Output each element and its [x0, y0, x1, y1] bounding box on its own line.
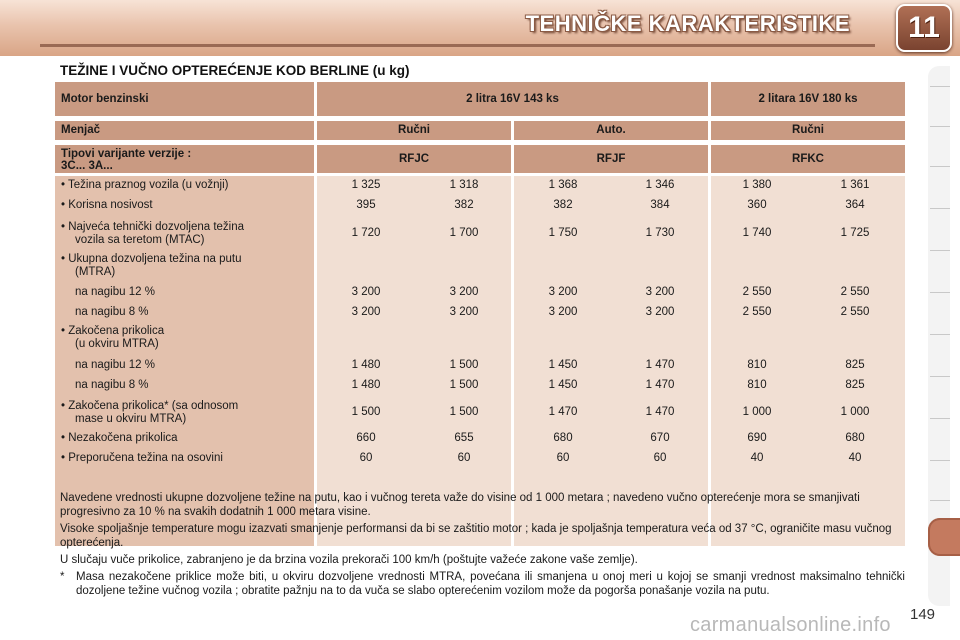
- row-label-line: vozila sa teretom (MTAC): [75, 234, 205, 246]
- footnote-mark: *: [60, 571, 65, 583]
- chapter-tab[interactable]: [930, 292, 950, 293]
- table-cell: 655: [454, 432, 474, 444]
- engine-header-cell: 2 litara 16V 180 ks: [711, 82, 905, 116]
- row-label-line: • Ukupna dozvoljena težina na putu: [61, 253, 242, 265]
- table-cell: 3 200: [351, 306, 381, 318]
- page-header: [0, 0, 960, 60]
- table-cell: 3 200: [548, 306, 578, 318]
- chapter-tab[interactable]: [930, 126, 950, 127]
- notes: [60, 491, 905, 598]
- chapter-tab[interactable]: [930, 376, 950, 377]
- table-cell: 1 470: [645, 406, 675, 418]
- row-label-line: • Najveća tehnički dozvoljena težina: [61, 221, 245, 233]
- table-cell: 680: [553, 432, 573, 444]
- row-label-line: • Zakočena prikolica* (sa odnosom: [61, 400, 239, 412]
- variant-label-line: Tipovi varijante verzije :: [61, 148, 192, 160]
- table-cell: 1 740: [742, 227, 772, 239]
- table-cell: 382: [454, 199, 474, 211]
- row-label-line: na nagibu 12 %: [75, 286, 155, 298]
- chapter-tab[interactable]: [930, 334, 950, 335]
- table-cell: 660: [356, 432, 376, 444]
- table-cell: 2 550: [742, 286, 772, 298]
- table-cell: 1 730: [645, 227, 675, 239]
- table-cell: 1 750: [548, 227, 578, 239]
- table-cell: 2 550: [742, 306, 772, 318]
- table-cell: 690: [747, 432, 767, 444]
- section-title: TEŽINE I VUČNO OPTEREĆENJE KOD BERLINE (u kg): [60, 63, 410, 78]
- chapter-tab[interactable]: [930, 500, 950, 501]
- engine-header-label: Motor benzinski: [55, 82, 314, 116]
- variant-header-cell: RFKC: [711, 145, 905, 173]
- table-cell: 825: [845, 359, 865, 371]
- row-label-line: (u okviru MTRA): [75, 338, 159, 350]
- variant-header-label: [55, 145, 314, 173]
- table-cell: 1 725: [840, 227, 870, 239]
- table-cell: 680: [845, 432, 865, 444]
- table-cell: 60: [653, 452, 667, 464]
- engine-header-cell: 2 litra 16V 143 ks: [317, 82, 708, 116]
- table-cell: 384: [650, 199, 670, 211]
- row-label-line: na nagibu 8 %: [75, 379, 149, 391]
- table-cell: 3 200: [548, 286, 578, 298]
- note-paragraph: U slučaju vuče prikolice, zabranjeno je da brzina vozila prekorači 100 km/h (poštujte važeće zakone vaše zemlje).: [60, 554, 638, 566]
- row-label: [61, 221, 244, 247]
- chapter-title: TEHNIČKE KARAKTERISTIKE: [525, 11, 850, 36]
- table-cell: 40: [750, 452, 764, 464]
- table-cell: 60: [556, 452, 570, 464]
- gearbox-header-cell: Ručni: [317, 121, 511, 140]
- chapter-tab[interactable]: [930, 250, 950, 251]
- table-cell: 1 000: [742, 406, 772, 418]
- table-cell: 1 700: [449, 227, 479, 239]
- footnote: [60, 570, 905, 598]
- table-cell: 1 470: [548, 406, 578, 418]
- table-cell: 1 346: [645, 179, 675, 191]
- table-cell: 395: [356, 199, 376, 211]
- chapter-tab[interactable]: [930, 460, 950, 461]
- table-cell: 1 500: [449, 379, 479, 391]
- table-cell: 1 500: [351, 406, 381, 418]
- table-cell: 3 200: [645, 306, 675, 318]
- chapter-tab[interactable]: [930, 208, 950, 209]
- note-paragraph: Navedene vrednosti ukupne dozvoljene težine na putu, kao i vučnog tereta važe do visine od 1 000 metara ; navedeno vučno opterećenje mora se smanjivati progresivno za 10 % na svakih dodatnih 1 000 metara visine.: [60, 492, 860, 518]
- variant-header-cell: RFJC: [317, 145, 511, 173]
- row-label-line: • Nezakočena prikolica: [61, 432, 178, 444]
- table-cell: 1 470: [645, 379, 675, 391]
- table-cell: 60: [457, 452, 471, 464]
- row-label: [61, 325, 164, 351]
- row-label-line: na nagibu 8 %: [75, 306, 149, 318]
- table-cell: 382: [553, 199, 573, 211]
- row-label: [75, 306, 149, 319]
- row-label-line: (MTRA): [75, 266, 116, 278]
- row-label: [61, 179, 228, 192]
- page-number: 149: [910, 606, 936, 623]
- table-cell: 1 368: [548, 179, 578, 191]
- table-cell: 670: [650, 432, 670, 444]
- gearbox-header-cell: Ručni: [711, 121, 905, 140]
- table-cell: 1 361: [840, 179, 870, 191]
- table-cell: 40: [848, 452, 862, 464]
- table-cell: 3 200: [449, 286, 479, 298]
- table-cell: 3 200: [449, 306, 479, 318]
- row-label: [61, 432, 178, 445]
- header-rule: [40, 44, 875, 47]
- table-cell: 3 200: [351, 286, 381, 298]
- table-cell: 1 325: [351, 179, 381, 191]
- table-cell: 1 450: [548, 379, 578, 391]
- table-cell: 825: [845, 379, 865, 391]
- row-label: [61, 452, 223, 465]
- table-cell: 1 480: [351, 379, 381, 391]
- row-label: [61, 253, 242, 279]
- watermark: carmanualsonline.info: [690, 614, 891, 636]
- row-label-line: na nagibu 12 %: [75, 359, 155, 371]
- row-label-line: • Korisna nosivost: [61, 199, 153, 211]
- table-cell: 2 550: [840, 306, 870, 318]
- row-label: [75, 286, 155, 299]
- footnote-text: Masa nezakočene priklice može biti, u okviru dozvoljene vrednosti MTRA, povećana ili smanjena u onoj meri u kojoj se smanji vrednost maksimalno tehnički dozoljene težine vučnog vozila ; obratite pažnju na to da vuča se slabo opterećenim vozilom može da pogorša ponašanje vozila na putu.: [76, 571, 905, 597]
- chapter-tab[interactable]: [930, 86, 950, 87]
- row-label-line: • Preporučena težina na osovini: [61, 452, 223, 464]
- active-chapter-tab[interactable]: [928, 518, 960, 556]
- note-paragraph: Visoke spoljašnje temperature mogu izazvati smanjenje performansi da bi se zaštitio motor ; kada je spoljašnja temperatura veća od 37 °C, ograničite masu vučnog opterećenja.: [60, 523, 892, 549]
- table-cell: 810: [747, 359, 767, 371]
- table-cell: 360: [747, 199, 767, 211]
- row-label: [61, 400, 238, 426]
- row-label-line: • Težina praznog vozila (u vožnji): [61, 179, 229, 191]
- table-cell: 60: [359, 452, 373, 464]
- gearbox-header-cell: Auto.: [514, 121, 708, 140]
- table-cell: 1 500: [449, 359, 479, 371]
- row-label: [75, 379, 149, 392]
- row-label-line: • Zakočena prikolica: [61, 325, 165, 337]
- table-cell: 3 200: [645, 286, 675, 298]
- table-cell: 1 380: [742, 179, 772, 191]
- chapter-tab[interactable]: [930, 418, 950, 419]
- variant-header-cell: RFJF: [514, 145, 708, 173]
- table-cell: 1 500: [449, 406, 479, 418]
- table-cell: 1 720: [351, 227, 381, 239]
- chapter-badge: [896, 4, 952, 52]
- row-label: [75, 359, 155, 372]
- table-cell: 1 000: [840, 406, 870, 418]
- row-label-line: mase u okviru MTRA): [75, 413, 187, 425]
- gearbox-header-label: Menjač: [55, 121, 314, 140]
- table-cell: 1 450: [548, 359, 578, 371]
- table-cell: 2 550: [840, 286, 870, 298]
- table-cell: 1 318: [449, 179, 479, 191]
- table-cell: 364: [845, 199, 865, 211]
- table-cell: 1 470: [645, 359, 675, 371]
- variant-label-line: 3C... 3A...: [61, 160, 113, 172]
- chapter-tab[interactable]: [930, 166, 950, 167]
- table-cell: 810: [747, 379, 767, 391]
- row-label: [61, 199, 153, 212]
- table-cell: 1 480: [351, 359, 381, 371]
- chapter-number: 11: [908, 11, 940, 44]
